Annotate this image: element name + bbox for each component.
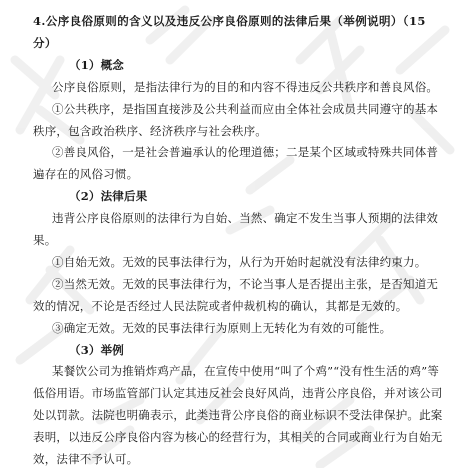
section-heading-consequence: （2）法律后果 [69,189,148,203]
paragraph-line: 遍存在的风俗习惯。 [33,167,139,181]
paragraph-line: ①自始无效。无效的民事法律行为，从行为开始时起就没有法律约束力。 [52,255,427,269]
paragraph-line: 某餐饮公司为推销炸鸡产品，在宣传中使用“叫了个鸡”“没有性生活的鸡”等 [52,364,440,378]
paragraph-line: 表明，以违反公序良俗内容为核心的经营行为，其相关的合同或商业行为自始无 [33,430,443,444]
paragraph-line: ③确定无效。无效的民事法律行为原则上无转化为有效的可能性。 [52,321,392,335]
paragraph-line: ②当然无效。无效的民事法律行为，不论当事人是否提出主张，是否知道无 [52,277,439,291]
paragraph-line: 果。 [33,233,57,247]
question-title-line2: 分） [33,36,57,50]
paragraph-line: 处以罚款。法院也明确表示，此类违背公序良俗的商业标识不受法律保护。此案 [33,408,443,422]
paragraph-line: 效，法律不予认可。 [33,452,139,466]
question-title-line1: 4.公序良俗原则的含义以及违反公序良俗原则的法律后果（举例说明）（15 [33,14,426,28]
section-heading-concept: （1）概念 [69,58,125,72]
paragraph-line: 低俗用语。市场监管部门认定其违反社会良好风尚，违背公序良俗，并对该公司 [33,386,443,400]
paragraph-line: 效的情况，不论是否经过人民法院或者仲裁机构的确认，其都是无效的。 [33,299,408,313]
paragraph-line: ②善良风俗，一是社会普遍承认的伦理道德；二是某个区域或特殊共同体普 [52,145,439,159]
paragraph-line: 秩序，包含政治秩序、经济秩序与社会秩序。 [33,124,267,138]
paragraph-line: 违背公序良俗原则的法律行为自始、当然、确定不发生当事人预期的法律效 [52,211,439,225]
paragraph-line: 公序良俗原则，是指法律行为的目的和内容不得违反公共秩序和善良风俗。 [52,80,439,94]
section-heading-example: （3）举例 [69,343,125,357]
paragraph-line: ①公共秩序，是指国直接涉及公共利益而应由全体社会成员共同遵守的基本 [52,102,439,116]
